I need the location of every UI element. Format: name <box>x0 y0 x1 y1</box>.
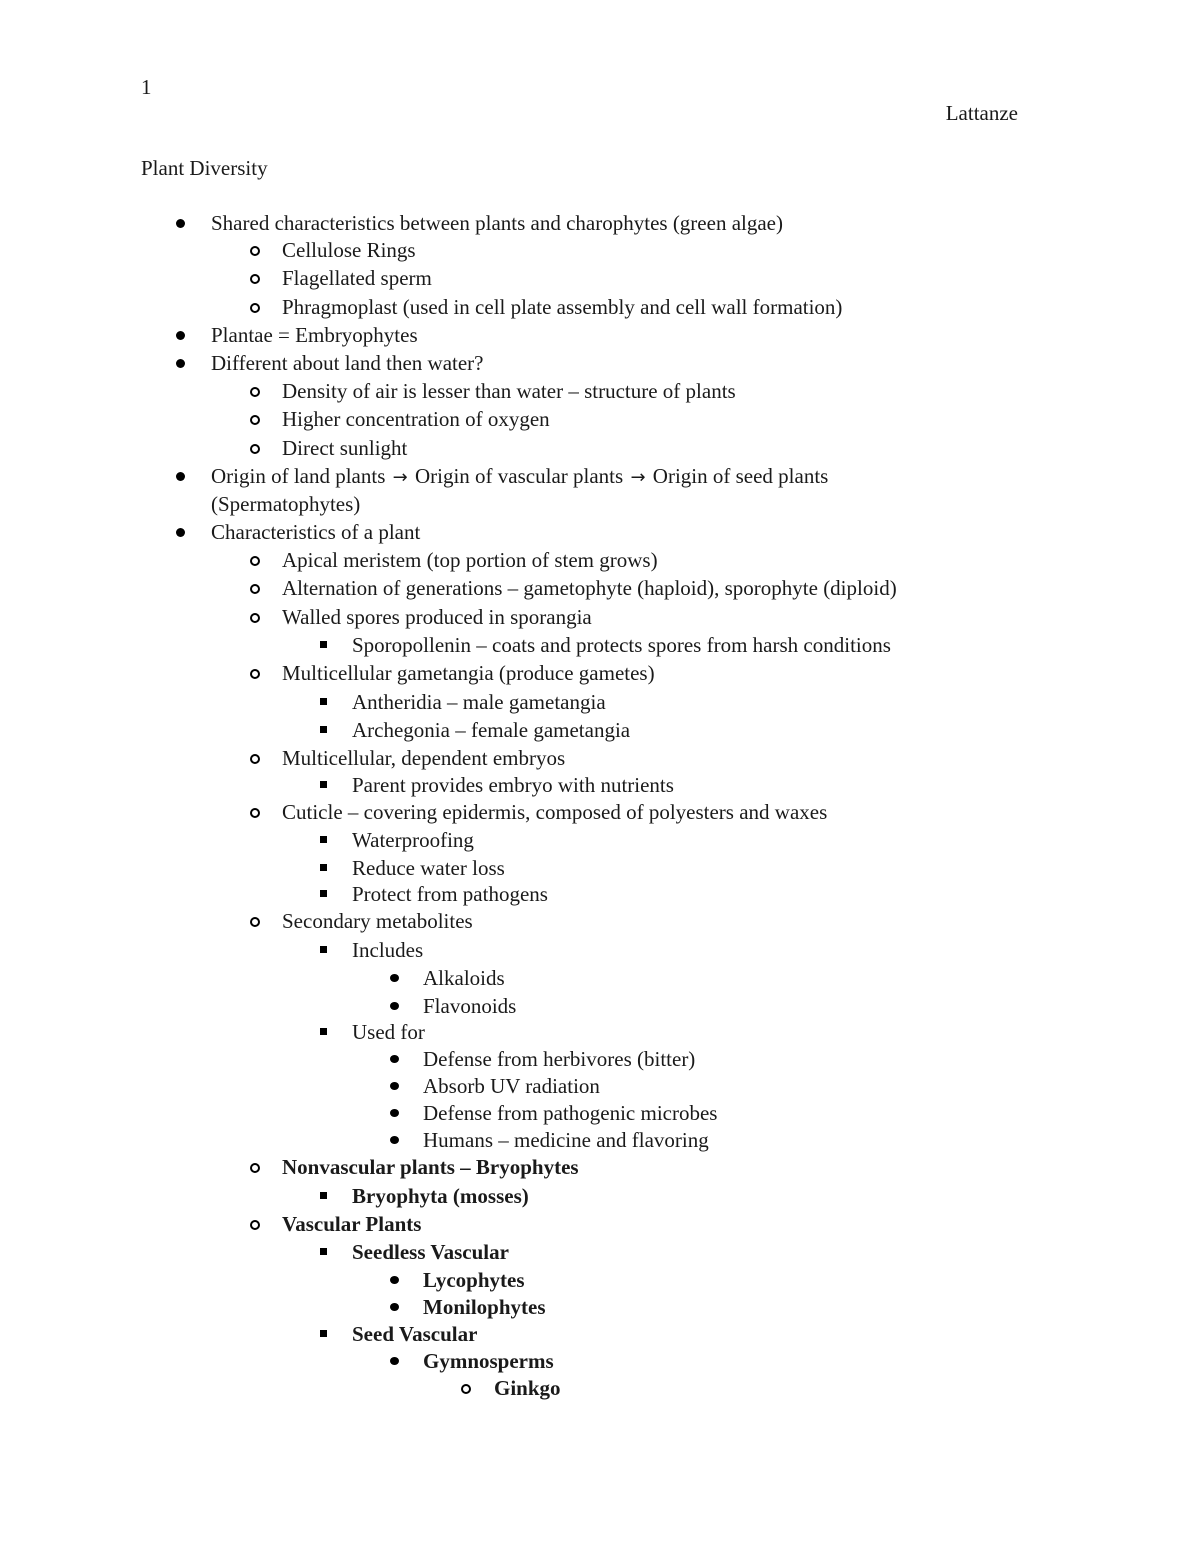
bullet-circle-icon <box>250 303 260 313</box>
bullet-disc-icon <box>176 528 185 537</box>
outline-item: Cuticle – covering epidermis, composed of polyesters and waxes <box>282 800 828 824</box>
author-name: Lattanze <box>945 101 1018 125</box>
outline-item: Seed Vascular <box>352 1322 478 1346</box>
bullet-disc-icon <box>176 359 185 368</box>
bullet-square-icon <box>320 1192 327 1199</box>
outline-item: Plantae = Embryophytes <box>211 323 418 347</box>
outline-item: Flagellated sperm <box>282 266 432 290</box>
bullet-square-icon <box>320 890 327 897</box>
outline-item-part: Origin of seed plants <box>647 464 829 488</box>
outline-item: Different about land then water? <box>211 351 484 375</box>
bullet-circle-icon <box>250 444 260 454</box>
bullet-square-icon <box>320 1028 327 1035</box>
outline-item: Defense from herbivores (bitter) <box>423 1047 696 1071</box>
outline-item: Defense from pathogenic microbes <box>423 1101 718 1125</box>
outline-item: Shared characteristics between plants and charophytes (green algae) <box>211 211 783 235</box>
outline-item: Includes <box>352 938 424 962</box>
outline-item: Monilophytes <box>423 1295 546 1319</box>
outline-item: Apical meristem (top portion of stem grows) <box>282 548 658 572</box>
bullet-disc-icon <box>390 1109 399 1117</box>
bullet-circle-icon <box>250 584 260 594</box>
outline-item: Gymnosperms <box>423 1349 554 1373</box>
bullet-square-icon <box>320 864 327 871</box>
outline-item: Flavonoids <box>423 994 517 1018</box>
bullet-circle-icon <box>250 274 260 284</box>
outline-item: Waterproofing <box>352 828 474 852</box>
bullet-circle-icon <box>250 613 260 623</box>
outline-item: Alkaloids <box>423 966 505 990</box>
outline-item: Archegonia – female gametangia <box>352 718 631 742</box>
outline-item: Absorb UV radiation <box>423 1074 600 1098</box>
bullet-square-icon <box>320 836 327 843</box>
bullet-square-icon <box>320 1248 327 1255</box>
bullet-square-icon <box>320 698 327 705</box>
outline-item: Seedless Vascular <box>352 1240 509 1264</box>
outline-item: Multicellular gametangia (produce gametes) <box>282 661 655 685</box>
outline-item: Direct sunlight <box>282 436 408 460</box>
bullet-circle-icon <box>461 1384 471 1394</box>
bullet-circle-icon <box>250 1220 260 1230</box>
outline-item: Phragmoplast (used in cell plate assembly and cell wall formation) <box>282 295 843 319</box>
outline-item: Vascular Plants <box>282 1212 422 1236</box>
outline-item: Characteristics of a plant <box>211 520 421 544</box>
outline-item <box>211 463 828 491</box>
bullet-disc-icon <box>176 219 185 228</box>
outline-item: Used for <box>352 1020 425 1044</box>
outline-item-part: Origin of land plants <box>211 464 391 488</box>
bullet-square-icon <box>320 1330 327 1337</box>
bullet-circle-icon <box>250 415 260 425</box>
bullet-circle-icon <box>250 1163 260 1173</box>
bullet-disc-icon <box>390 1357 399 1365</box>
outline-item: Cellulose Rings <box>282 238 416 262</box>
right-arrow-icon: → <box>392 467 408 488</box>
bullet-square-icon <box>320 641 327 648</box>
bullet-circle-icon <box>250 917 260 927</box>
outline-item: Walled spores produced in sporangia <box>282 605 592 629</box>
bullet-disc-icon <box>390 1276 399 1284</box>
outline-item: Protect from pathogens <box>352 882 548 906</box>
outline-item-continuation: (Spermatophytes) <box>211 492 361 516</box>
bullet-square-icon <box>320 726 327 733</box>
bullet-circle-icon <box>250 246 260 256</box>
bullet-disc-icon <box>176 331 185 340</box>
bullet-square-icon <box>320 781 327 788</box>
outline-item: Parent provides embryo with nutrients <box>352 773 674 797</box>
outline-item: Lycophytes <box>423 1268 525 1292</box>
bullet-circle-icon <box>250 387 260 397</box>
bullet-square-icon <box>320 946 327 953</box>
outline-item: Secondary metabolites <box>282 909 473 933</box>
bullet-disc-icon <box>390 1055 399 1063</box>
outline-item: Reduce water loss <box>352 856 505 880</box>
bullet-disc-icon <box>390 1136 399 1144</box>
outline-item: Bryophyta (mosses) <box>352 1184 529 1208</box>
outline-item: Density of air is lesser than water – structure of plants <box>282 379 736 403</box>
bullet-disc-icon <box>390 974 399 982</box>
outline-item: Higher concentration of oxygen <box>282 407 550 431</box>
outline-item: Sporopollenin – coats and protects spores from harsh conditions <box>352 633 891 657</box>
outline-item: Nonvascular plants – Bryophytes <box>282 1155 579 1179</box>
outline-item: Antheridia – male gametangia <box>352 690 606 714</box>
page-number: 1 <box>141 75 152 99</box>
bullet-circle-icon <box>250 754 260 764</box>
outline-item: Ginkgo <box>494 1376 561 1400</box>
outline-item: Alternation of generations – gametophyte (haploid), sporophyte (diploid) <box>282 576 897 600</box>
bullet-circle-icon <box>250 808 260 818</box>
bullet-disc-icon <box>390 1082 399 1090</box>
bullet-disc-icon <box>390 1002 399 1010</box>
bullet-circle-icon <box>250 669 260 679</box>
bullet-disc-icon <box>390 1303 399 1311</box>
bullet-circle-icon <box>250 556 260 566</box>
outline-item: Multicellular, dependent embryos <box>282 746 566 770</box>
document-title: Plant Diversity <box>141 156 268 180</box>
right-arrow-icon: → <box>630 467 646 488</box>
bullet-disc-icon <box>176 472 185 481</box>
outline-item-part: Origin of vascular plants <box>409 464 629 488</box>
outline-item: Humans – medicine and flavoring <box>423 1128 709 1152</box>
